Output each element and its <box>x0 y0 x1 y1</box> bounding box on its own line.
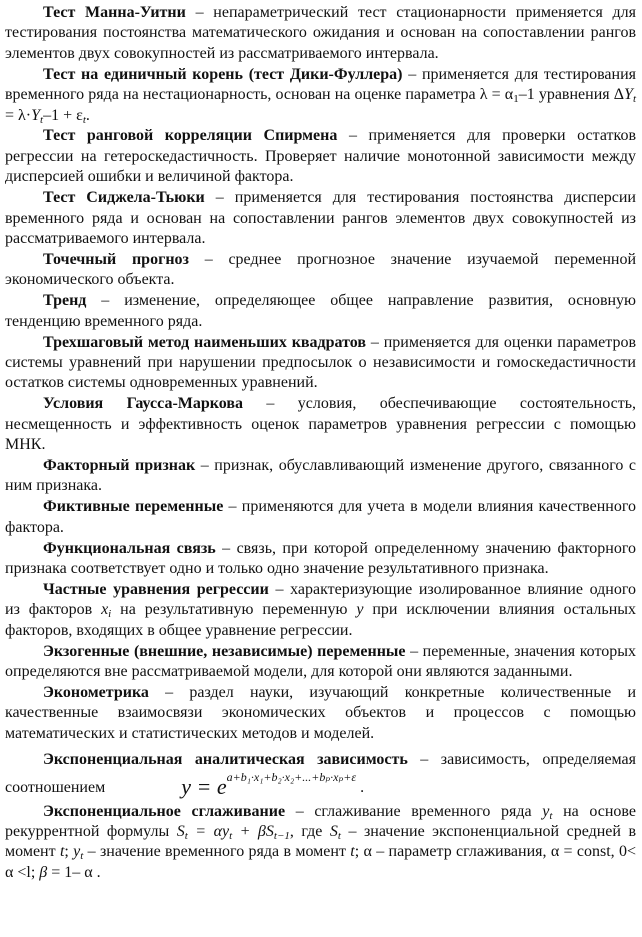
formula-variable: y <box>356 601 364 619</box>
exponential-formula <box>143 770 357 800</box>
subscript: t−1 <box>273 830 290 843</box>
glossary-entry <box>5 188 636 249</box>
formula-variable: y <box>542 802 550 820</box>
subscript: 1 <box>513 93 519 106</box>
subscript: t <box>82 113 86 126</box>
glossary-entry <box>5 746 636 801</box>
entry-definition: характеризующие изолированное влияние одного из факторов <box>5 580 637 619</box>
glossary-entry <box>5 65 636 126</box>
entry-term: Тест на единичный корень (тест Дики-Фуллера) <box>43 65 403 83</box>
entry-dash: – <box>285 802 315 820</box>
entry-definition: изменение, определяющее общее направление развития, основную тенденцию временного ряда. <box>5 292 637 330</box>
entry-definition: применяется для тестирования постоянства дисперсии временного ряда и основан на сопоставлении рангов элементов двух совокупностей из рассматриваемого интервала. <box>5 189 636 247</box>
entry-dash: – <box>185 4 214 21</box>
entry-definition: . <box>85 106 90 124</box>
glossary-entry <box>5 580 636 641</box>
entry-definition: переменные, значения которых определяются вне рассматриваемой модели, для которой они являются заданными. <box>5 642 636 680</box>
entry-dash: – <box>215 539 237 557</box>
entry-dash: – <box>268 580 291 598</box>
formula-variable: t <box>350 843 355 861</box>
formula-variable: β <box>39 863 48 881</box>
entry-definition: , где <box>289 823 330 841</box>
formula-variable: Y <box>31 106 41 124</box>
entry-definition: признак, обуславливающий изменение другого, связанного с ним признака. <box>5 456 636 495</box>
entry-term: Трехшаговый метод наименьших квадратов <box>43 333 367 351</box>
glossary-entry <box>5 250 636 291</box>
entry-dash: – <box>402 65 422 83</box>
glossary-entry <box>5 456 636 497</box>
entry-definition: связь, при которой определенному значению факторного признака соответствует одно и только одно значение результативного признака. <box>5 539 637 577</box>
entry-dash: – <box>86 292 125 310</box>
formula-part: = αy <box>187 823 230 841</box>
glossary-entry <box>5 642 636 683</box>
formula-variable: S <box>176 823 185 841</box>
entry-term: Факторный признак <box>43 456 196 474</box>
subscript: t <box>549 809 553 822</box>
entry-dash: – <box>188 250 229 268</box>
entry-dash: – <box>148 683 190 701</box>
entry-term: Фиктивные переменные <box>43 498 224 516</box>
entry-definition: применяется для проверки остатков регрессии на гетероскедастичность. Проверяет наличие монотонной зависимости между дисперсией ошибки и величиной фактора. <box>5 127 637 186</box>
entry-dash: – <box>204 189 235 207</box>
entry-dash: – <box>243 395 298 413</box>
entry-definition: на основе рекуррентной формулы <box>5 802 636 841</box>
entry-term: Тест Сиджела-Тьюки <box>43 189 205 207</box>
formula-variable: y <box>73 843 81 861</box>
entry-term: Экспоненциальное сглаживание <box>43 802 286 820</box>
entry-dash: – <box>195 456 215 474</box>
entry-definition: условия, обеспечивающие состоятельность, несмещенность и эффективность оценок параметров уравнения регрессии с помощью МНК. <box>5 395 637 454</box>
subscript: i <box>108 608 112 621</box>
entry-definition: зависимость, определяемая соотношением <box>5 751 637 797</box>
entry-definition: на результативную переменную <box>111 601 357 619</box>
subscript: t <box>229 830 233 843</box>
formula-variable: t <box>59 843 65 861</box>
glossary-entry <box>5 3 636 64</box>
entry-definition: применяются для учета в модели влияния качественного фактора. <box>5 498 637 536</box>
entry-dash: – <box>366 333 384 351</box>
entry-definition: применяется для оценки параметров системы уравнений при нарушении предпосылок о независимости и гомоскедастичности остатков системы одновременных уравнений. <box>5 333 637 392</box>
entry-term: Точечный прогноз <box>43 250 189 268</box>
entry-definition: –1 уравнения Δ <box>518 86 625 104</box>
entry-definition: = λ· <box>5 106 32 124</box>
subscript: t <box>40 113 44 126</box>
entry-definition: – значение экспоненциальной средней в момент <box>5 823 637 861</box>
entry-definition: ; α – параметр сглаживания, α = const, 0< α <l; <box>5 843 637 881</box>
formula-exponent: a+b₁·x₁+b₂·x₂+...+bₚ·xₚ+ε <box>226 770 357 785</box>
entry-term: Условия Гаусса-Маркова <box>43 395 244 413</box>
entry-definition: ; <box>64 843 74 861</box>
glossary-entry <box>5 126 636 187</box>
entry-term: Тест ранговой корреляции Спирмена <box>43 127 338 145</box>
entry-term: Тест Манна-Уитни <box>43 4 186 21</box>
subscript: t <box>80 850 84 863</box>
entry-definition: при исключении влияния остальных факторов, входящих в общее уравнение регрессии. <box>5 601 637 639</box>
entry-term: Эконометрика <box>43 683 149 701</box>
entry-definition: –1 + ε <box>43 106 83 124</box>
entry-definition: – значение временного ряда в момент <box>83 843 351 861</box>
entry-dash: – <box>223 498 242 516</box>
entry-term: Экзогенные (внешние, независимые) переменные <box>43 642 406 660</box>
entry-definition: применяется для тестирования временного ряда на нестационарность, основан на оценке параметра λ = α <box>5 65 637 104</box>
entry-term: Функциональная связь <box>43 539 216 557</box>
glossary-entry <box>5 394 636 455</box>
entry-definition: раздел науки, изучающий конкретные количественные и качественные взаимосвязи экономических объектов и процессов с помощью математических и статистических методов и моделей. <box>5 683 637 742</box>
formula-variable: S <box>329 823 338 841</box>
entry-dash: – <box>407 751 441 769</box>
glossary-entry <box>5 291 636 332</box>
formula-base: y = e <box>181 774 227 800</box>
entry-term: Экспоненциальная аналитическая зависимость <box>43 751 408 769</box>
formula-variable: x <box>101 601 109 619</box>
glossary-entry <box>5 333 636 394</box>
entry-term: Тренд <box>43 292 87 310</box>
entry-definition: непараметрический тест стационарности применяется для тестирования постоянства математического ожидания и основан на сопоставлении рангов элементов двух совокупностей из рассматриваемого интервала. <box>5 4 637 62</box>
entry-definition: = 1– α . <box>47 863 101 881</box>
formula-part: + βS <box>232 823 274 841</box>
glossary-entry <box>5 683 636 744</box>
subscript: t <box>184 830 188 843</box>
formula-variable: Y <box>624 86 633 104</box>
entry-definition: сглаживание временного ряда <box>314 802 543 820</box>
glossary-entry <box>5 497 636 538</box>
subscript: t <box>632 93 637 106</box>
entry-definition: среднее прогнозное значение изучаемой переменной экономического объекта. <box>5 250 637 289</box>
entry-definition: . <box>360 779 365 797</box>
glossary-entry <box>5 802 636 884</box>
entry-dash: – <box>337 127 369 145</box>
glossary-entry <box>5 539 636 580</box>
subscript: t <box>337 830 341 843</box>
entry-dash: – <box>405 642 423 660</box>
entry-term: Частные уравнения регрессии <box>43 580 269 598</box>
